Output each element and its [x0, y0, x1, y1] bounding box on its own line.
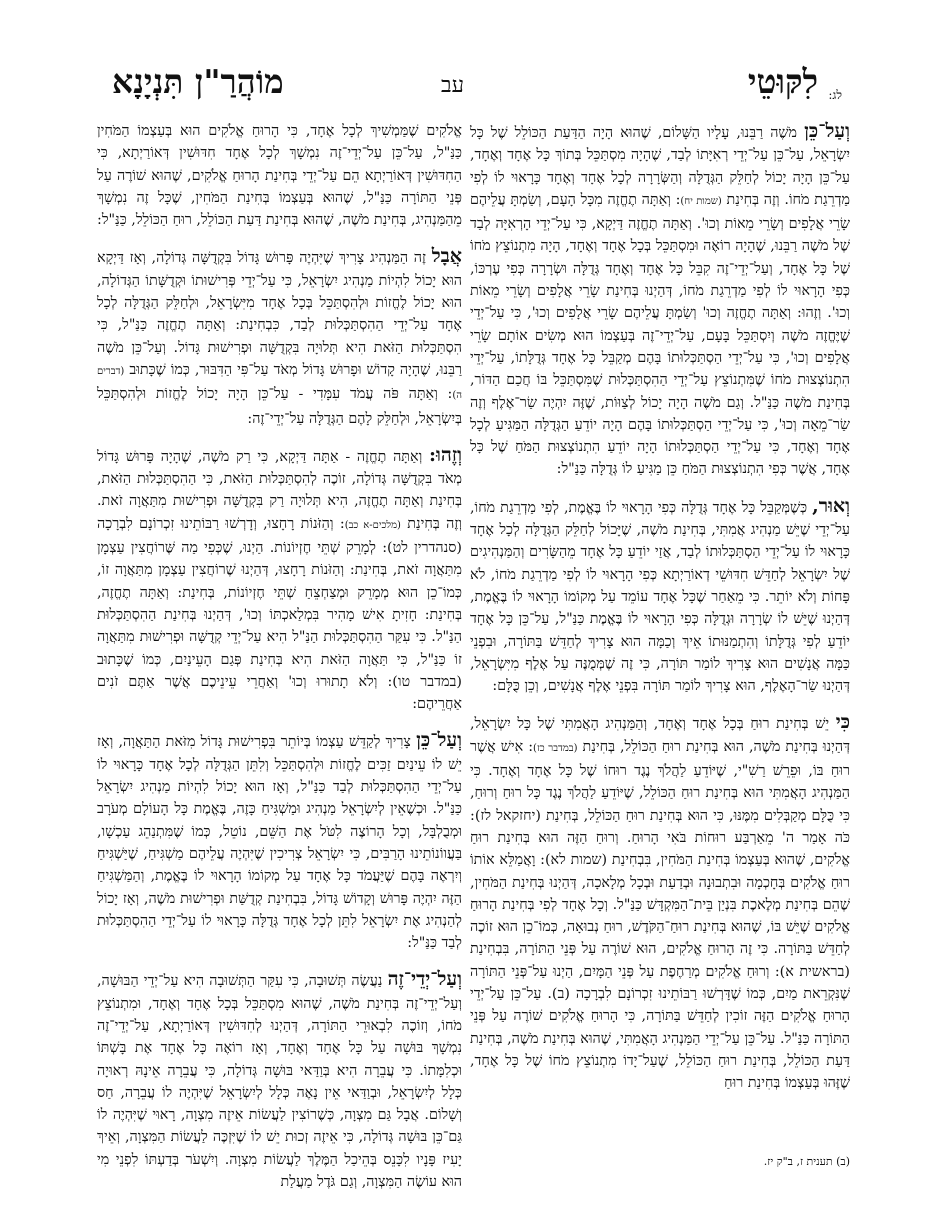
paragraph — [97, 245, 462, 429]
paragraph-text: צָרִיךְ לְקַדֵּשׁ עַצְמוֹ בְּיוֹתֵר בִּפְרִישׁוּת גָּדוֹל מִזֹּאת הַתַּאֲוָה, וְאָז יֵשׁ לוֹ עֵינַיִם זַכִּים לֶחֱזוֹת וּלְהִסְתַּכֵּל וְלִתֵּן הַגְּדֻלָּה לְכָל אֶחָד כָּרָאוּי לוֹ עַל־יְדֵי הַהִסְתַּכְּלוּת לְבַד כַּנַּ"ל, וְאָז הוּא יָכוֹל לִהְיוֹת מַנְהִיג יִשְׂרָאֵל כַּנַּ"ל. וּכְשֶׁאֵין לְיִשְׂרָאֵל מַנְהִיג וּמַשְׁגִּיחַ כָּזֶה, בֶּאֱמֶת כָּל הָעוֹלָם מְעֹרָב וּמְבֻלְבָּל, וְכָל הָרוֹצֶה לִטֹּל אֶת הַשֵּׁם, נוֹטֵל, כְּמוֹ שֶׁמִּתְנַהֵג עַכְשָׁו, בַּעֲווֹנוֹתֵינוּ הָרַבִּים, כִּי יִשְׂרָאֵל צְרִיכִין שֶׁיִּהְיֶה עֲלֵיהֶם מַשְׁגִּיחַ, שֶׁיַּשְׁגִּיחַ וְיִרְאֶה בָּהֶם שֶׁיַּעֲמֹד כָּל אֶחָד עַל מְקוֹמוֹ הָרָאוּי לוֹ בֶּאֱמֶת, וְהַמַּשְׁגִּיחַ הַזֶּה יִהְיֶה פָּרוּשׁ וְקָדוֹשׁ גָּדוֹל, בִּבְחִינַת קְדֻשַּׁת וּפְרִישׁוּת מֹשֶׁה, וְאָז יָכוֹל לְהַנְהִיג אֶת יִשְׂרָאֵל לִתֵּן לְכָל אֶחָד גְּדֻלָּה כָּרָאוּי לוֹ עַל־יְדֵי הַהִסְתַּכְּלוּת לְבַד כַּנַּ"ל: — [97, 734, 462, 952]
paragraph-lead-word: וְעַל־כֵּן — [416, 729, 462, 752]
page-number: עב — [441, 73, 465, 98]
paragraph-text: יֵשׁ בְּחִינַת רוּחַ בְּכָל אֶחָד וְאֶחָד, וְהַמַּנְהִיג הָאֲמִתִּי שֶׁל כָּל יִשְׂרָאֵל, דְּהַיְנוּ בְּחִינַת מֹשֶׁה, הוּא בְּחִינַת רוּחַ הַכּוֹלֵל, בְּחִינַת — [470, 716, 850, 755]
paragraph-lead-word: וְעַל־כֵּן — [804, 120, 850, 142]
book-title-left: מוֹהֲרַ"ן תִּנְיָנָא — [112, 62, 284, 101]
leaf-reference: לג: — [828, 88, 842, 102]
paragraph — [97, 729, 462, 954]
paragraph-text: אֱלֹקִים שֶׁמַּמְשִׁיךְ לְכָל אֶחָד, כִּי הָרוּחַ אֱלֹקִים הוּא בְּעַצְמוֹ הַמֹּחִין כַּנַּ"ל, עַל־כֵּן עַל־יְדֵי־זֶה נִמְשָׁךְ לְכָל אֶחָד חִדּוּשִׁין דְּאוֹרַיְתָא, כִּי הַחִדּוּשִׁין דְּאוֹרַיְתָא הֵם עַל־יְדֵי בְּחִינַת הָרוּחַ אֱלֹקִים, שֶׁהוּא שׁוֹרֶה עַל פְּנֵי הַתּוֹרָה כַּנַּ"ל, שֶׁהוּא בְּעַצְמוֹ בְּחִינַת הַמֹּחִין, שֶׁכָּל זֶה נִמְשָׁךְ מֵהַמַּנְהִיג, בְּחִינַת מֹשֶׁה, שֶׁהוּא בְּחִינַת דַּעַת הַכּוֹלֵל, רוּחַ הַכּוֹלֵל, כַּנַּ"ל: — [97, 123, 462, 229]
source-reference: (במדבר כז) — [533, 742, 578, 754]
paragraph-text-continued: : וְאַתָּה תֶחֱזֶה מִכָּל הָעָם, וְשַׂמְתָּ עֲלֵיהֶם שָׂרֵי אֲלָפִים וְשָׂרֵי מֵאוֹת וְכוּ'. וְאַתָּה תֶחֱזֶה דַּיְקָא, כִּי עַל־יְדֵי הָרְאִיָּה לְבַד שֶׁל מֹשֶׁה רַבֵּנוּ, שֶׁהָיָה רוֹאֶה וּמִסְתַּכֵּל בְּכָל אֶחָד וְאֶחָד, הָיָה מִתְנוֹצֵץ מֹחוֹ שֶׁל כָּל אֶחָד, וְעַל־יְדֵי־זֶה קִבֵּל כָּל אֶחָד וְאֶחָד גְּדֻלָּה וּשְׂרָרָה כְּפִי עֶרְכּוֹ, כְּפִי הָרָאוּי לוֹ לְפִי מַדְרֵגַת מֹחוֹ, דְּהַיְנוּ בְּחִינַת שָׂרֵי אֲלָפִים וְשָׂרֵי מֵאוֹת וְכוּ'. וְזֶהוּ: וְאַתָּה תֶחֱזֶה וְכוּ' וְשַׂמְתָּ עֲלֵיהֶם שָׂרֵי אֲלָפִים וְכוּ', כִּי עַל־יְדֵי שֶׁיֶּחֱזֶה מֹשֶׁה וְיִסְתַּכֵּל בָּעָם, עַל־יְדֵי־זֶה בְּעַצְמוֹ הוּא מְשִׂים אוֹתָם שָׂרֵי אֲלָפִים וְכוּ', כִּי עַל־יְדֵי הַסְתַּכְּלוּתוֹ בָּהֶם מְקַבֵּל כָּל אֶחָד גְּדֻלָּתוֹ, עַל־יְדֵי הִתְנוֹצְצוּת מֹחוֹ שֶׁמִּתְנוֹצֵץ עַל־יְדֵי הַהִסְתַּכְּלוּת שֶׁמִּסְתַּכֵּל בּוֹ חֲכַם הַדּוֹר, בְּחִינַת מֹשֶׁה כַּנַּ"ל. וְגַם מֹשֶׁה הָיָה יָכוֹל לְצַוּוֹת, שֶׁזֶּה יִהְיֶה שַׂר־אֶלֶף וְזֶה שַׂר־מֵאָה וְכוּ', כִּי עַל־יְדֵי הַסְתַּכְּלוּתוֹ בָּהֶם הָיָה יוֹדֵעַ הַגְּדֻלָּה הַמַּגִּיעַ לְכָל אֶחָד וְאֶחָד, כִּי עַל־יְדֵי הַסְתַּכְּלוּתוֹ הָיָה יוֹדֵעַ הִתְנוֹצְצוּת הַמֹּחַ שֶׁל כָּל אֶחָד, אֲשֶׁר כְּפִי הִתְנוֹצְצוּת הַמֹּחַ כֵּן מַגִּיעַ לוֹ גְּדֻלָּה כַּנַּ"ל: — [470, 191, 850, 478]
footnote: (ב) תענית ז, ב"ק יז. — [763, 1155, 850, 1168]
paragraph-text: כְּשֶׁמְּקַבֵּל כָּל אֶחָד גְּדֻלָּה כְּפִי הָרָאוּי לוֹ בֶּאֱמֶת, לְפִי מַדְרֵגַת מֹחוֹ, עַל־יְדֵי שֶׁיֵּשׁ מַנְהִיג אֲמִתִּי, בְּחִינַת מֹשֶׁה, שֶׁיָּכוֹל לְחַלֵּק הַגְּדֻלָּה לְכָל אֶחָד כָּרָאוּי לוֹ עַל־יְדֵי הַסְתַּכְּלוּתוֹ לְבַד, אֲזַי יוֹדֵעַ כָּל אֶחָד מֵהַשָּׂרִים וְהַמַּנְהִיגִים שֶׁל יִשְׂרָאֵל לְחַדֵּשׁ חִדּוּשֵׁי דְאוֹרַיְתָא כְּפִי הָרָאוּי לוֹ לְפִי מַדְרֵגַת מֹחוֹ, לֹא פָּחוֹת וְלֹא יוֹתֵר. כִּי מֵאַחַר שֶׁכָּל אֶחָד עוֹמֵד עַל מְקוֹמוֹ הָרָאוּי לוֹ בֶּאֱמֶת, דְּהַיְנוּ שֶׁיֵּשׁ לוֹ שְׂרָרָה וּגְדֻלָּה כְּפִי הָרָאוּי לוֹ בֶּאֱמֶת כַּנַּ"ל, עַל־כֵּן כָּל אֶחָד יוֹדֵעַ לְפִי גְּדֻלָּתוֹ וְהִתְמַנּוּתוֹ אֵיךְ וְכַמָּה הוּא צָרִיךְ לְחַדֵּשׁ בַּתּוֹרָה, וּבִפְנֵי כַּמָּה אֲנָשִׁים הוּא צָרִיךְ לוֹמַר תּוֹרָה, כִּי זֶה שֶׁמְּמֻנֶּה עַל אֶלֶף מִיִּשְׂרָאֵל, דְּהַיְנוּ שַׂר־הָאֶלֶף, הוּא צָרִיךְ לוֹמַר תּוֹרָה בִּפְנֵי אֶלֶף אֲנָשִׁים, וְכֵן כֻּלָּם: — [470, 499, 850, 695]
paragraph-lead-word: כִּי — [835, 711, 850, 734]
paragraph — [97, 444, 462, 716]
paragraph-lead-word: וְעַל־יְדֵי־זֶה — [387, 968, 462, 991]
paragraph — [97, 968, 462, 1193]
left-text-column — [97, 120, 462, 1207]
right-text-column — [470, 120, 850, 1108]
paragraph-lead-word: אֲבָל — [431, 245, 462, 268]
book-title-right: לִקּוּטֵי — [747, 62, 818, 101]
paragraph-text: מֹשֶׁה רַבֵּנוּ, עָלָיו הַשָּׁלוֹם, שֶׁהוּא הָיָה הַדַּעַת הַכּוֹלֵל שֶׁל כָּל יִשְׂרָאֵל, עַל־כֵּן עַל־יְדֵי רְאִיָּתוֹ לְבַד, שֶׁהָיָה מִסְתַּכֵּל בְּתוֹךְ כָּל אֶחָד וְאֶחָד, עַל־כֵּן הָיָה יָכוֹל לְחַלֵּק הַגְּדֻלָּה וְהַשְּׂרָרָה לְכָל אֶחָד וְאֶחָד כָּרָאוּי לוֹ לְפִי מַדְרֵגַת מֹחוֹ. וְזֶה בְּחִינַת — [470, 125, 851, 208]
paragraph-text-continued: : וְאַתָּה פֹּה עֲמֹד עִמָּדִי - עַל־כֵּן הָיָה יָכוֹל לֶחֱזוֹת וּלְהִסְתַּכֵּל בְּיִשְׂרָאֵל, וּלְחַלֵּק לָהֶם הַגְּדֻלָּה עַל־יְדֵי־זֶה: — [97, 386, 462, 427]
paragraph-text-continued: : אִישׁ אֲשֶׁר רוּחַ בּוֹ, וּפֵרֵשׁ רַשִׁ"י, שֶׁיּוֹדֵעַ לַהֲלֹךְ נֶגֶד רוּחוֹ שֶׁל כָּל אֶחָד וְאֶחָד. כִּי הַמַּנְהִיג הָאֲמִתִּי הוּא בְּחִינַת רוּחַ הַכּוֹלֵל, שֶׁיּוֹדֵעַ לַהֲלֹךְ נֶגֶד כָּל רוּחַ וְרוּחַ, כִּי כֻּלָּם מְקַבְּלִים מִמֶּנּוּ, כִּי הוּא בְּחִינַת רוּחַ הַכּוֹלֵל, בְּחִינַת (יחזקאל לז): כֹּה אָמַר ה' מֵאַרְבַּע רוּחוֹת בֹּאִי הָרוּחַ. וְרוּחַ הַזֶּה הוּא בְּחִינַת רוּחַ אֱלֹקִים, שֶׁהוּא בְּעַצְמוֹ בְּחִינַת הַמֹּחִין, בִּבְחִינַת (שמות לא): וָאֲמַלֵּא אוֹתוֹ רוּחַ אֱלֹקִים בְּחָכְמָה וּבִתְבוּנָה וּבְדַעַת וּבְכָל מְלָאכָה, דְּהַיְנוּ בְּחִינַת הַמֹּחִין, שֶׁהֵם בְּחִינַת מְלֶאכֶת בִּנְיַן בֵּית־הַמִּקְדָּשׁ כַּנַּ"ל. וְכָל אֶחָד לְפִי בְּחִינַת הָרוּחַ אֱלֹקִים שֶׁיֵּשׁ בּוֹ, שֶׁהוּא בְּחִינַת רוּחַ־הַקֹּדֶשׁ, רוּחַ נְבוּאָה, כְּמוֹ־כֵן הוּא זוֹכֶה לְחַדֵּשׁ בַּתּוֹרָה. כִּי זֶה הָרוּחַ אֱלֹקִים, הוּא שׁוֹרֶה עַל פְּנֵי הַתּוֹרָה, בִּבְחִינַת (בראשית א): וְרוּחַ אֱלֹקִים מְרַחֶפֶת עַל פְּנֵי הַמָּיִם, הַיְנוּ עַל־פְּנֵי הַתּוֹרָה שֶׁנִּקְרֵאת מַיִם, כְּמוֹ שֶׁדָּרְשׁוּ רַבּוֹתֵינוּ זִכְרוֹנָם לִבְרָכָה (ב). עַל־כֵּן עַל־יְדֵי הָרוּחַ אֱלֹקִים הַזֶּה זוֹכִין לְחַדֵּשׁ בַּתּוֹרָה, כִּי הָרוּחַ אֱלֹקִים שׁוֹרֶה עַל פְּנֵי הַתּוֹרָה כַּנַּ"ל. עַל־כֵּן עַל־יְדֵי הַמַּנְהִיג הָאֲמִתִּי, שֶׁהוּא בְּחִינַת מֹשֶׁה, בְּחִינַת דַּעַת הַכּוֹלֵל, בְּחִינַת רוּחַ הַכּוֹלֵל, שֶׁעַל־יָדוֹ מִתְנוֹצֵץ מֹחוֹ שֶׁל כָּל אֶחָד, שֶׁזֶּהוּ בְּעַצְמוֹ בְּחִינַת רוּחַ — [470, 738, 850, 1092]
paragraph-text: נַעֲשֶׂה תְּשׁוּבָה, כִּי עִקַּר הַתְּשׁוּבָה הִיא עַל־יְדֵי הַבּוּשָׁה, וְעַל־יְדֵי־זֶה בְּחִינַת מֹשֶׁה, שֶׁהוּא מִסְתַּכֵּל בְּכָל אֶחָד וְאֶחָד, וּמִתְנוֹצֵץ מֹחוֹ, וְזוֹכֶה לִבְאוּרֵי הַתּוֹרָה, דְּהַיְנוּ לְחִדּוּשִׁין דְּאוֹרַיְתָא, עַל־יְדֵי־זֶה נִמְשָׁךְ בּוּשָׁה עַל כָּל אֶחָד וְאֶחָד, וְאָז רוֹאֶה כָּל אֶחָד אֶת בָּשְׁתּוֹ וּכְלִמָּתוֹ. כִּי עֲבֵרָה הִיא בְּוַדַּאי בּוּשָׁה גְּדוֹלָה, כִּי עֲבֵרָה אֵינָהּ רְאוּיָה כְּלָל לְיִשְׂרָאֵל, וּבְוַדַּאי אֵין נָאֶה כְּלָל לְיִשְׂרָאֵל שֶׁיִּהְיֶה לוֹ עֲבֵרָה, חַס וְשָׁלוֹם. אֲבָל גַּם מִצְוָה, כְּשֶׁרוֹצִין לַעֲשׂוֹת אֵיזֶה מִצְוָה, רָאוּי שֶׁיִּהְיֶה לוֹ גַּם־כֵּן בּוּשָׁה גְּדוֹלָה, כִּי אֵיזֶה זְכוּת יֵשׁ לוֹ שֶׁיִּזְכֶּה לַעֲשׂוֹת הַמִּצְוָה, וְאֵיךְ יָעִיז פָּנָיו לִכָּנֵס בְּהֵיכַל הַמֶּלֶךְ לַעֲשׂוֹת מִצְוָה. וְיִשְׁעֹר בְּדַעְתּוֹ לִפְנֵי מִי הוּא עוֹשֶׂה הַמִּצְוָה, וְגַם גֹּדֶל מַעֲלַת — [97, 973, 462, 1191]
paragraph — [470, 711, 850, 1094]
source-reference: (דברים ה) — [97, 365, 462, 402]
paragraph — [97, 120, 462, 231]
paragraph-lead-word: וְאוּר, — [812, 494, 850, 517]
paragraph-text: וְאַתָּה תֶחֱזֶה - אַתָּה דַּיְקָא, כִּי רַק מֹשֶׁה, שֶׁהָיָה פָּרוּשׁ גָּדוֹל מְאֹד בִּקְדֻשָּׁה גְּדוֹלָה, זוֹכֶה לְהִסְתַּכְּלוּת הַזֹּאת, כִּי הַהִסְתַּכְּלוּת הַזֹּאת, בְּחִינַת וְאַתָּה תֶחֱזֶה, הִיא תְּלוּיָה רַק בִּקְדֻשָּׁה וּפְרִישׁוּת מִתַּאֲוָה זֹאת. וְזֶה בְּחִינַת — [97, 448, 462, 532]
paragraph-lead-word: וְזֶהוּ: — [429, 443, 462, 466]
source-reference: (מלכים-א כב) — [344, 519, 401, 531]
paragraph — [470, 495, 850, 698]
source-reference: (שמות יח) — [680, 195, 722, 207]
paragraph-text-continued: : וְהַזֹּנוֹת רָחָצוּ, וְדָרְשׁוּ רַבּוֹתֵינוּ זִכְרוֹנָם לִבְרָכָה (סנהדרין לט): לְמָרֵק שְׁתֵּי חֶזְיוֹנוֹת. הַיְנוּ, שֶׁכְּפִי מַה שֶּׁרוֹחֲצִין עַצְמָן מִתַּאֲוָה זֹאת, בְּחִינַת: וְהַזֹּנוֹת רָחָצוּ, דְּהַיְנוּ שֶׁרוֹחֲצִין עַצְמָן מִתַּאֲוָה זוֹ, כְּמוֹ־כֵן הוּא מְמָרֵק וּמְצַחְצֵחַ שְׁתֵּי חֶזְיוֹנוֹת, בְּחִינַת: וְאַתָּה תֶחֱזֶה, בְּחִינַת: חָזִיתָ אִישׁ מָהִיר בִּמְלַאכְתּוֹ וְכוּ', דְּהַיְנוּ בְּחִינַת הַהִסְתַּכְּלוּת הַנַּ"ל. כִּי עִקַּר הַהִסְתַּכְּלוּת הַנַּ"ל הִיא עַל־יְדֵי קְדֻשָּׁה וּפְרִישׁוּת מִתַּאֲוָה זוֹ כַּנַּ"ל, כִּי תַּאֲוָה הַזֹּאת הִיא בְּחִינַת פְּגַם הָעֵינַיִם, כְּמוֹ שֶׁכָּתוּב (במדבר טו): וְלֹא תָתוּרוּ וְכוּ' וְאַחֲרֵי עֵינֵיכֶם אֲשֶׁר אַתֶּם זֹנִים אַחֲרֵיהֶם: — [97, 515, 462, 713]
paragraph — [470, 120, 850, 481]
page-header — [0, 0, 926, 112]
paragraph-text: זֶה הַמַּנְהִיג צָרִיךְ שֶׁיִּהְיֶה פָּרוּשׁ גָּדוֹל בִּקְדֻשָּׁה גְּדוֹלָה, וְאָז דַּיְקָא הוּא יָכוֹל לִהְיוֹת מַנְהִיג יִשְׂרָאֵל, כִּי עַל־יְדֵי פְּרִישׁוּתוֹ וּקְדֻשָּׁתוֹ הַגְּדוֹלָה, הוּא יָכוֹל לֶחֱזוֹת וּלְהִסְתַּכֵּל בְּכָל אֶחָד מִיִּשְׂרָאֵל, וּלְחַלֵּק הַגְּדֻלָּה לְכָל אֶחָד עַל־יְדֵי הַהִסְתַּכְּלוּת לְבַד, כִּבְחִינַת: וְאַתָּה תֶחֱזֶה כַּנַּ"ל, כִּי הִסְתַּכְּלוּת הַזֹּאת הִיא תְּלוּיָה בִּקְדֻשָּׁה וּפְרִישׁוּת גָּדוֹל. וְעַל־כֵּן מֹשֶׁה רַבֵּנוּ, שֶׁהָיָה קָדוֹשׁ וּפָרוּשׁ גָּדוֹל מְאֹד עַל־פִּי הַדִּבּוּר, כְּמוֹ שֶׁכָּתוּב — [97, 250, 462, 378]
